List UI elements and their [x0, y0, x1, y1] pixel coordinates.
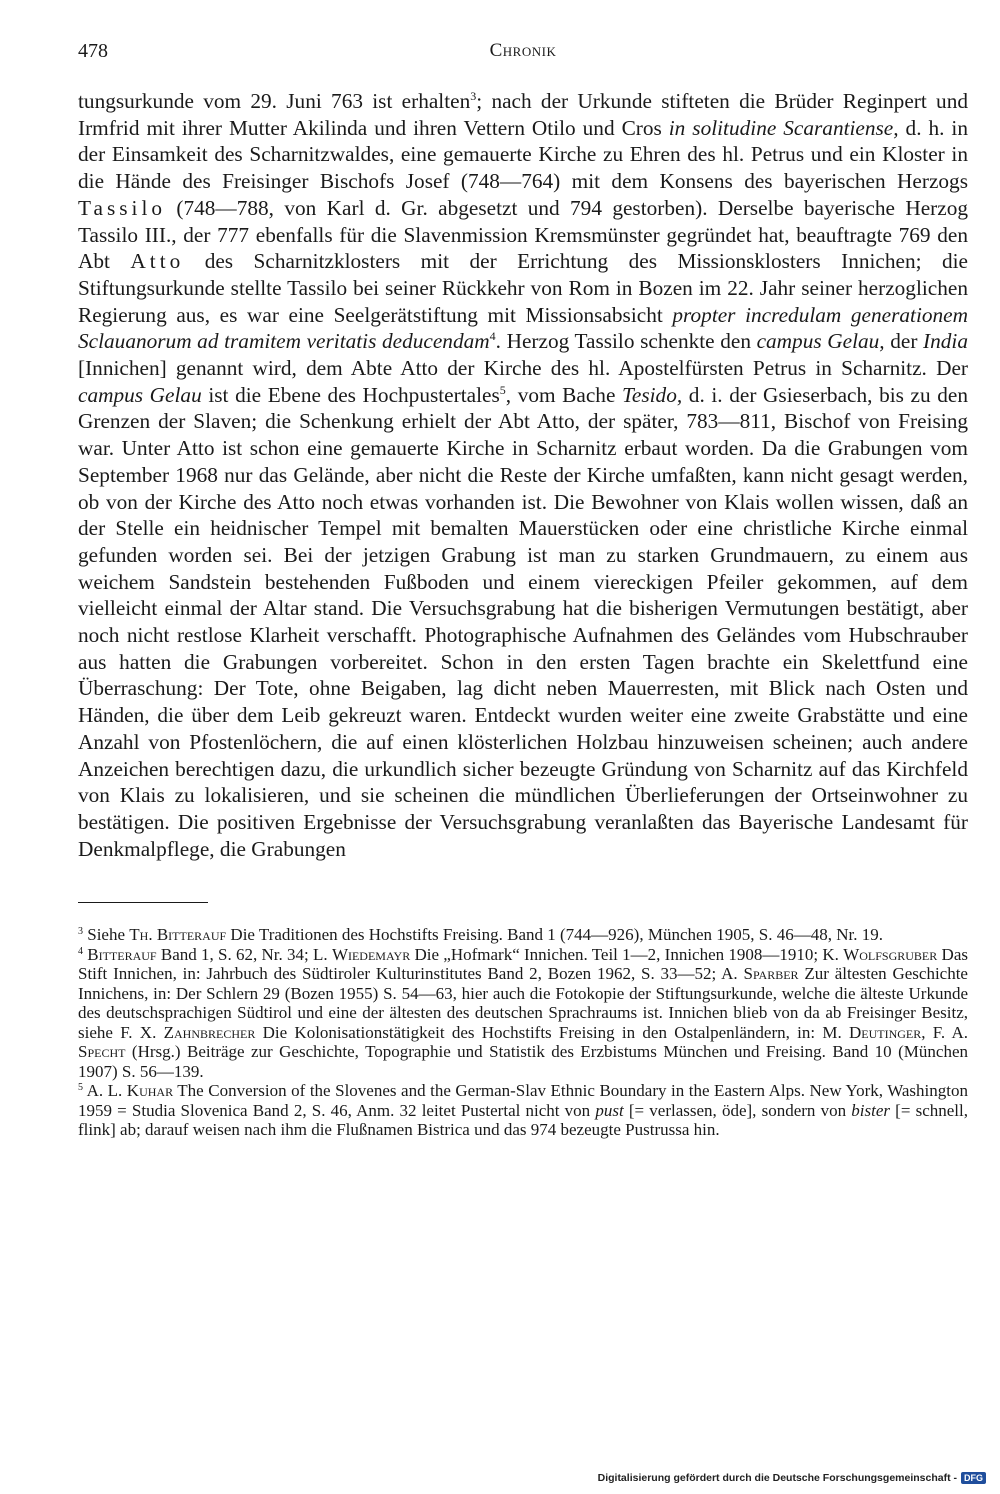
text-run: tungsurkunde vom 29. Juni 763 ist erhalten [78, 89, 471, 113]
author-name: Wiedemayr [331, 944, 411, 964]
credit-text: Digitalisierung gefördert durch die Deutsche Forschungsgemeinschaft - [597, 1472, 957, 1484]
latin-phrase: campus Gelau, [756, 329, 885, 354]
spaced-name: Atto [130, 249, 185, 274]
author-name: Wolfsgruber [843, 944, 938, 964]
footnote-5 [78, 1081, 968, 1140]
text-run: [= schnell, flink] ab; darauf weisen nach ihm die Flußnamen Bistrica und das 974 bezeugte Pustrussa hin. [78, 1100, 968, 1140]
author-name: Th. Bitterauf [129, 925, 227, 945]
digitization-credit [598, 1472, 986, 1484]
italic-term: pust [595, 1100, 624, 1120]
dfg-logo: DFG [961, 1472, 986, 1484]
latin-phrase: campus Gelau [78, 382, 202, 407]
footnote-ref-3: 3 [470, 89, 477, 103]
italic-term: bister [851, 1100, 890, 1120]
text-run: Siehe [83, 925, 130, 945]
page-number: 478 [78, 40, 108, 62]
latin-phrase: Tesido, [622, 382, 683, 407]
latin-phrase: in solitudine Scarantiense, [668, 115, 899, 140]
text-run: A. L. [83, 1081, 127, 1101]
text-run: [= verlassen, öde], sondern von [623, 1100, 852, 1120]
text-run: d. h. in der Einsamkeit des Scharnitzwaldes, eine gemauerte Kirche zu Ehren des hl. Petrus und ein Kloster in die Hände des Freisinger Bischofs Josef (748—764) mit dem Konsens des bayerischen Herzogs [78, 115, 968, 194]
body-text [78, 88, 968, 862]
spaced-name: Tassilo [78, 195, 167, 220]
author-name: Deutinger [849, 1022, 922, 1042]
footnote-mark: 5 [78, 1082, 83, 1094]
footnote-divider [78, 902, 208, 903]
text-run: The Conversion of the Slovenes and the German-Slav Ethnic Boundary in the Eastern Alps. New York, Washington 1959 = Studia Slovenica Band 2, S. 46, Anm. 32 leitet Pustertal nicht von [78, 1081, 968, 1120]
footnote-ref-4: 4 [489, 329, 496, 344]
body-paragraph [78, 88, 968, 862]
text-run: Die Kolonisationstätigkeit des Hochstifts Freising in den Ostalpenländern, in: M. [255, 1022, 849, 1042]
footnote-3 [78, 925, 968, 945]
footnote-mark: 4 [78, 945, 83, 957]
footnote-ref-5: 5 [499, 382, 506, 397]
text-run: , F. A. [921, 1022, 968, 1042]
footnote-4 [78, 945, 968, 1082]
text-run: , vom Bache [505, 382, 623, 407]
author-name: Sparber [743, 964, 799, 984]
page [78, 36, 968, 1140]
text-run: Das Stift Innichen, in: Jahrbuch des Südtiroler Kulturinstitutes Band 2, Bozen 1962, S. 33—52; A. [78, 944, 968, 984]
footnote-mark: 3 [78, 926, 83, 938]
text-run: (748—788, von Karl d. Gr. abgesetzt und 794 gestorben). Derselbe bayerische Herzog Tassilo III., der 777 ebenfalls für die Slavenmission Kremsmünster gegründet hat, beauftragte 769 den Abt [78, 195, 968, 274]
text-run: Die „Hofmark“ Innichen. Teil 1—2, Innichen 1908—1910; K. [410, 944, 844, 964]
text-run: ist die Ebene des Hochpustertales [201, 382, 500, 407]
text-run: [Innichen] genannt wird, dem Abte Atto der Kirche des hl. Apostelfürsten Petrus in Scharnitz. Der [78, 356, 968, 381]
text-run: d. i. der Gsieserbach, bis zu den Grenzen der Slaven; die Schenkung erhielt der Abt Atto, der später, 783—811, Bischof von Freising war. Unter Atto ist schon eine gemauerte Kirche in Scharnitz erbaut worden. Da die Grabungen vom September 1968 nur das Gelände, aber nicht die Reste der Kirche umfaßten, kann nicht gesagt werden, ob von der Kirche des Atto noch etwas vorhanden ist. Die Bewohner von Klais wollen wissen, daß an der Stelle ein heidnischer Tempel mit bemalten Mauerstücken oder eine christliche Kirche einmal gefunden worden sei. Bei der jetzigen Grabung ist man zu starken Grundmauern, zu einem aus weichem Sandstein bestehenden Fußboden und einem viereckigen Pfeiler gekommen, auf dem vielleicht einmal der Altar stand. Die Versuchsgrabung hat die bisherigen Vermutungen bestätigt, aber noch nicht restlose Klarheit verschafft. Photographische Aufnahmen des Geländes vom Hubschrauber aus hatten die Grabungen vorbereitet. Schon in den ersten Tagen brachte ein Skelettfund eine Überraschung: Der Tote, ohne Beigaben, lag dicht neben Mauerresten, mit Blick nach Osten und Händen, die über dem Leib gekreuzt waren. Entdeckt wurden weiter eine zweite Grabstätte und eine Anzahl von Pfostenlöchern, die auf einen klösterlichen Holzbau hinzuweisen scheinen; auch andere Anzeichen berechtigen dazu, die urkundlich sicher bezeugte Gründung von Scharnitz auf das Kirchfeld von Klais zu lokalisieren, und sie scheinen die mündlichen Überlieferungen der Ortseinwohner zu bestätigen. Die positiven Ergebnisse der Versuchsgrabung veranlaßten das Bayerische Landesamt für Denkmalpflege, die Grabungen [78, 382, 969, 861]
text-run: . Herzog Tassilo schenkte den [495, 329, 757, 354]
text-run: des Scharnitzklosters mit der Errichtung des Missionsklosters Innichen; die Stiftungsurkunde stellte Tassilo bei seiner Rückkehr von Rom in Bozen im 22. Jahr seiner herzoglichen Regierung aus, es war eine Seelgerätstiftung mit Missionsabsicht [78, 249, 968, 327]
running-title: Chronik [489, 40, 557, 61]
page-header [78, 36, 968, 76]
author-name: Specht [78, 1042, 126, 1062]
author-name: Kuhar [126, 1081, 174, 1101]
text-run: Zur ältesten Geschichte Innichens, in: Der Schlern 29 (Bozen 1955) S. 54—63, hier auch die Fotokopie der Stiftungsurkunde, welche die älteste Urkunde des deutschsprachigen Südtirol und eine der ältesten des deutschen Sprachraums ist. Innichen blieb von da ab Freisinger Besitz, siehe F. X. [78, 964, 968, 1042]
author-name: Bitterauf [87, 944, 157, 964]
text-run: ; nach der Urkunde stifteten die Brüder Reginpert und Irmfrid mit ihrer Mutter Akilinda und ihren Vettern Otilo und Cros [78, 89, 969, 140]
author-name: Zahnbrecher [163, 1022, 256, 1042]
footnotes [78, 925, 968, 1140]
text-run: (Hrsg.) Beiträge zur Geschichte, Topographie und Statistik des Erzbistums München und Freising. Band 10 (München 1907) S. 56—139. [78, 1042, 968, 1081]
text-run: Band 1, S. 62, Nr. 34; L. [156, 944, 332, 964]
latin-phrase: India [923, 329, 969, 354]
text-run: der [884, 329, 924, 354]
text-run: Die Traditionen des Hochstifts Freising. Band 1 (744—926), München 1905, S. 46—48, Nr. 19. [226, 925, 884, 945]
latin-phrase: propter incredulam generationem Sclauanorum ad tramitem veritatis deducendam [78, 302, 968, 354]
